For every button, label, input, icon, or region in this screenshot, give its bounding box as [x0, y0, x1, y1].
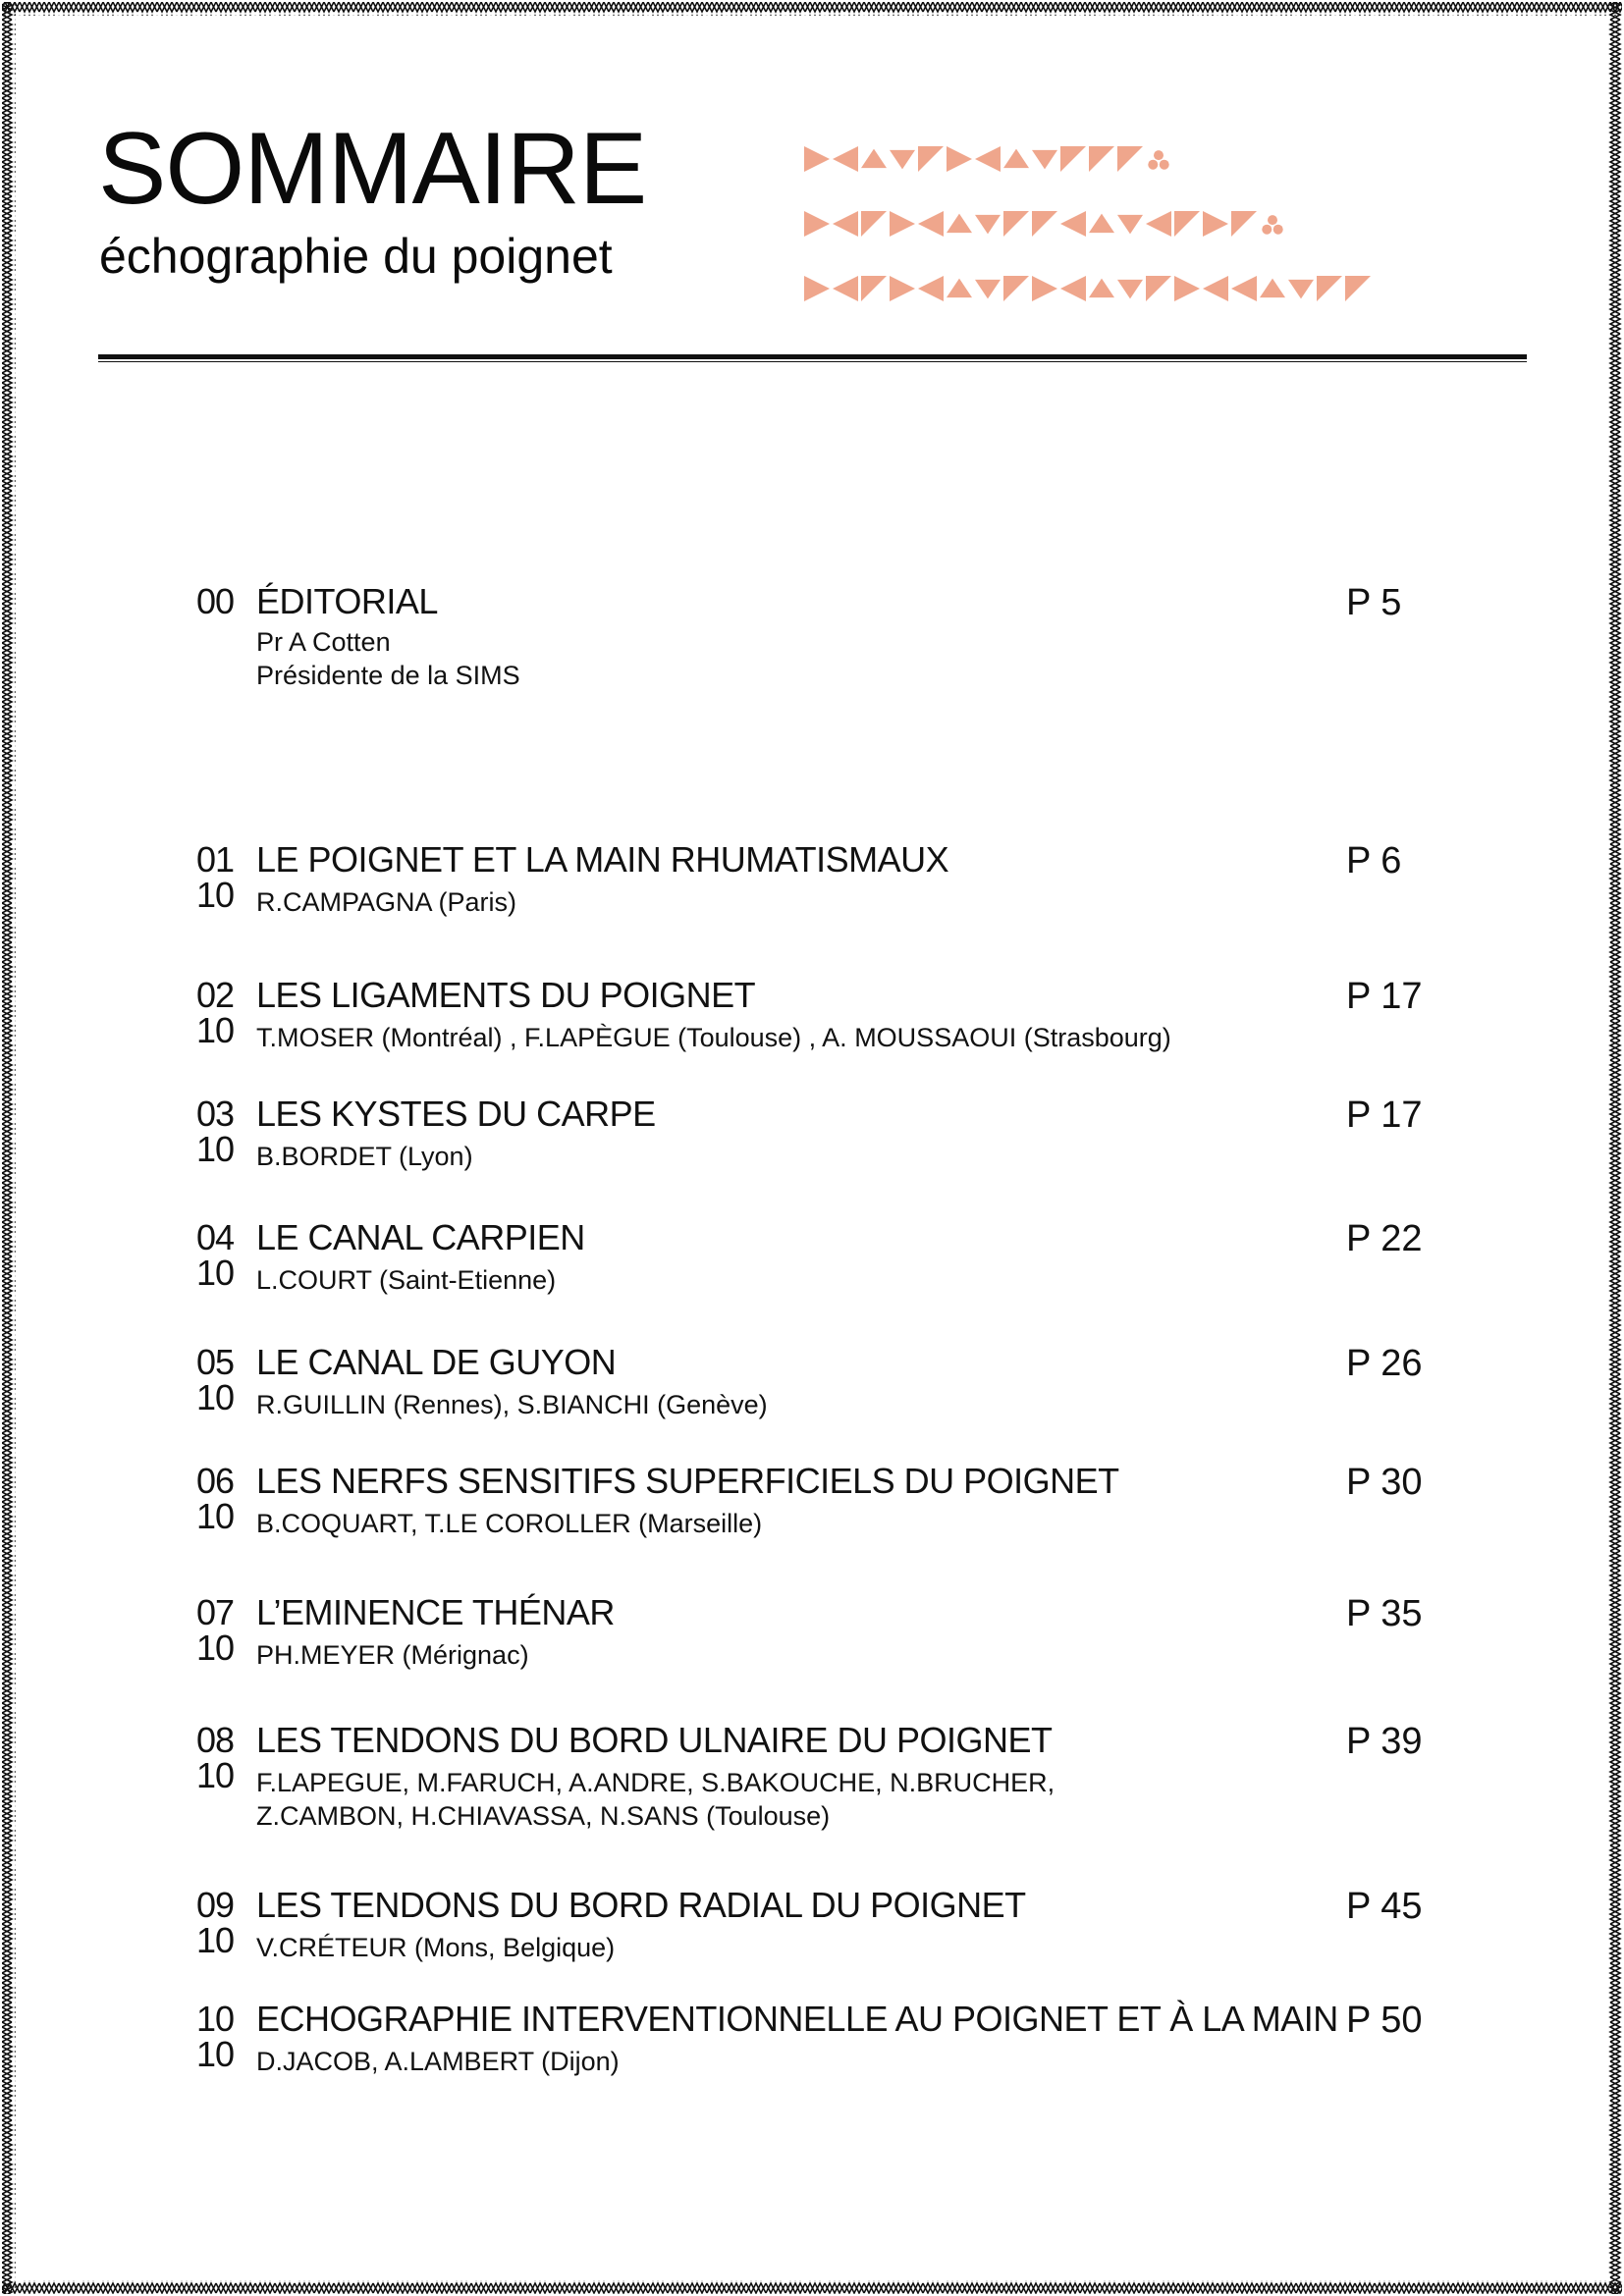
entry-authors: R.GUILLIN (Rennes), S.BIANCHI (Genève) — [256, 1390, 768, 1419]
entry-authors: B.BORDET (Lyon) — [256, 1142, 473, 1171]
entry-page: P 39 — [1346, 1721, 1423, 1762]
entry-title: ECHOGRAPHIE INTERVENTIONNELLE AU POIGNET ET À LA MAIN — [256, 1999, 1338, 2039]
entry-page: P 50 — [1346, 2000, 1423, 2041]
entry-number: 06 10 — [196, 1461, 235, 1536]
dot-shape — [1154, 150, 1164, 160]
dot-shape — [1273, 225, 1283, 235]
dot-shape — [1262, 225, 1272, 235]
triangle-shape — [1260, 279, 1285, 298]
triangle-shape — [1174, 276, 1200, 301]
triangle-shape — [1089, 279, 1114, 298]
entry-title: ÉDITORIAL — [256, 581, 438, 621]
triangle-shape — [1060, 146, 1086, 172]
entry-title: LES LIGAMENTS DU POIGNET — [256, 975, 756, 1015]
triangle-shape — [1032, 211, 1057, 237]
triangle-pattern-decoration — [800, 142, 1507, 319]
triangle-shape — [1203, 211, 1228, 237]
triangle-shape — [861, 211, 887, 237]
triangle-shape — [1345, 276, 1371, 301]
entry-number: 04 10 — [196, 1217, 235, 1293]
entry-authors: PH.MEYER (Mérignac) — [256, 1640, 529, 1670]
triangle-shape — [947, 146, 972, 172]
triangle-shape — [804, 146, 830, 172]
dot-shape — [1148, 160, 1158, 170]
triangle-shape — [1089, 214, 1114, 234]
entry-title: LES TENDONS DU BORD ULNAIRE DU POIGNET — [256, 1720, 1053, 1760]
entry-authors: B.COQUART, T.LE COROLLER (Marseille) — [256, 1509, 763, 1538]
entry-number: 03 10 — [196, 1094, 235, 1169]
entry-authors: D.JACOB, A.LAMBERT (Dijon) — [256, 2047, 620, 2076]
entry-number: 05 10 — [196, 1342, 235, 1417]
triangle-shape — [1288, 280, 1314, 299]
triangle-shape — [1317, 276, 1342, 301]
triangle-shape — [947, 214, 972, 234]
triangle-shape — [1231, 276, 1257, 301]
triangle-shape — [1032, 276, 1057, 301]
triangle-shape — [1203, 276, 1228, 301]
triangle-shape — [1117, 215, 1143, 235]
triangle-shape — [833, 276, 858, 301]
entry-authors: Pr A Cotten Présidente de la SIMS — [256, 627, 520, 690]
triangle-shape — [890, 150, 915, 170]
entry-number: 01 10 — [196, 839, 235, 915]
page-subtitle: échographie du poignet — [99, 229, 613, 284]
triangle-shape — [1146, 276, 1171, 301]
page-title: SOMMAIRE — [98, 112, 647, 226]
header-divider — [98, 354, 1527, 359]
triangle-shape — [890, 211, 915, 237]
triangle-shape — [1032, 150, 1057, 170]
entry-title: LE CANAL CARPIEN — [256, 1217, 585, 1257]
entry-authors: L.COURT (Saint-Etienne) — [256, 1265, 557, 1295]
entry-page: P 17 — [1346, 976, 1423, 1017]
dot-shape — [1268, 215, 1277, 225]
entry-authors: F.LAPEGUE, M.FARUCH, A.ANDRE, S.BAKOUCHE, N.BRUCHER, Z.CAMBON, H.CHIAVASSA, N.SANS (Toulouse) — [256, 1768, 1056, 1831]
triangle-shape — [833, 211, 858, 237]
triangle-shape — [1146, 211, 1171, 237]
entry-number: 10 10 — [196, 1999, 235, 2074]
entry-authors: T.MOSER (Montréal) , F.LAPÈGUE (Toulouse) , A. MOUSSAOUI (Strasbourg) — [256, 1023, 1171, 1052]
entry-authors: V.CRÉTEUR (Mons, Belgique) — [256, 1933, 616, 1962]
triangle-shape — [918, 276, 944, 301]
triangle-shape — [947, 279, 972, 298]
triangle-shape — [1117, 146, 1143, 172]
entry-title: LES KYSTES DU CARPE — [256, 1094, 656, 1134]
triangle-shape — [890, 276, 915, 301]
triangle-shape — [804, 211, 830, 237]
triangle-shape — [975, 146, 1001, 172]
entry-page: P 26 — [1346, 1343, 1423, 1384]
dot-shape — [1160, 160, 1169, 170]
triangle-shape — [1060, 211, 1086, 237]
triangle-shape — [918, 146, 944, 172]
entry-page: P 22 — [1346, 1218, 1423, 1259]
entry-title: L’EMINENCE THÉNAR — [256, 1592, 615, 1632]
entry-authors: R.CAMPAGNA (Paris) — [256, 887, 517, 917]
entry-page: P 45 — [1346, 1886, 1423, 1927]
triangle-shape — [1003, 276, 1029, 301]
entry-page: P 5 — [1346, 582, 1402, 623]
entry-number: 09 10 — [196, 1885, 235, 1960]
triangle-shape — [861, 149, 887, 169]
triangle-shape — [1231, 211, 1257, 237]
triangle-shape — [1003, 149, 1029, 169]
entry-number: 08 10 — [196, 1720, 235, 1795]
entry-page: P 17 — [1346, 1095, 1423, 1136]
triangle-shape — [861, 276, 887, 301]
entry-page: P 6 — [1346, 840, 1402, 881]
triangle-shape — [975, 280, 1001, 299]
triangle-shape — [1174, 211, 1200, 237]
triangle-shape — [1117, 280, 1143, 299]
triangle-shape — [1003, 211, 1029, 237]
entry-page: P 35 — [1346, 1593, 1423, 1634]
entry-title: LES NERFS SENSITIFS SUPERFICIELS DU POIGNET — [256, 1461, 1119, 1501]
entry-number: 00 — [196, 581, 235, 621]
triangle-shape — [1089, 146, 1114, 172]
entry-title: LE CANAL DE GUYON — [256, 1342, 617, 1382]
header-divider-thin — [98, 361, 1527, 362]
triangle-shape — [833, 146, 858, 172]
entry-title: LES TENDONS DU BORD RADIAL DU POIGNET — [256, 1885, 1026, 1925]
entry-number: 07 10 — [196, 1592, 235, 1668]
entry-page: P 30 — [1346, 1462, 1423, 1503]
triangle-shape — [1060, 276, 1086, 301]
triangle-shape — [804, 276, 830, 301]
entry-number: 02 10 — [196, 975, 235, 1050]
triangle-shape — [918, 211, 944, 237]
entry-title: LE POIGNET ET LA MAIN RHUMATISMAUX — [256, 839, 949, 880]
triangle-shape — [975, 215, 1001, 235]
